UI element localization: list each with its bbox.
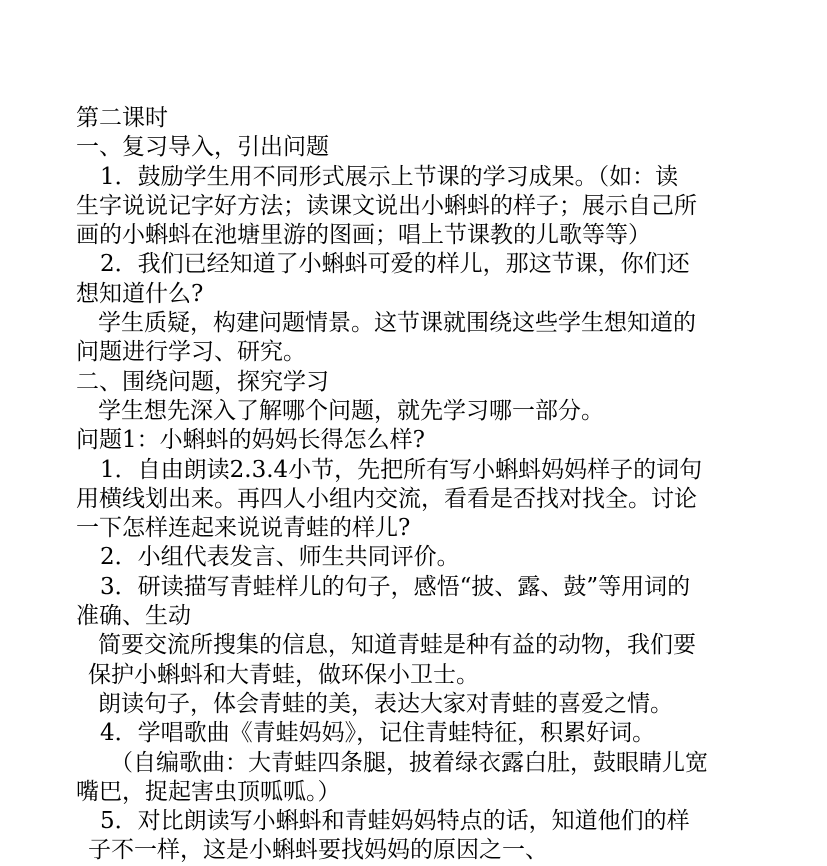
paragraph-line: 3．研读描写青蛙样儿的句子，感悟“披、露、鼓”等用词的 [100,573,691,600]
paragraph-line: 学生质疑，构建问题情景。这节课就围绕这些学生想知道的 [98,310,696,337]
paragraph-line: 子不一样，这是小蝌蚪要找妈妈的原因之一、 [88,837,548,864]
paragraph-line: 准确、生动 [76,603,191,630]
paragraph-line: 想知道什么? [76,280,204,307]
paragraph-line: 简要交流所搜集的信息，知道青蛙是种有益的动物，我们要 [98,632,696,659]
paragraph-line: 嘴巴，捉起害虫顶呱呱。） [76,778,341,805]
paragraph-line: 1．鼓励学生用不同形式展示上节课的学习成果。（如：读 [100,163,679,190]
paragraph-line: 保护小蝌蚪和大青蛙，做环保小卫士。 [88,661,479,688]
paragraph-line: 问题进行学习、研究。 [76,339,306,366]
paragraph-line: 5．对比朗读写小蝌蚪和青蛙妈妈特点的话，知道他们的样 [100,808,690,835]
paragraph-line: 一下怎样连起来说说青蛙的样儿? [76,515,411,542]
paragraph-line: 朗读句子，体会青蛙的美，表达大家对青蛙的喜爱之情。 [98,690,673,717]
document-page [76,104,756,866]
section-heading-1: 一、复习导入，引出问题 [76,134,329,161]
section-heading-2: 二、围绕问题，探究学习 [76,368,329,395]
paragraph-line: 画的小蝌蚪在池塘里游的图画；唱上节课教的儿歌等等） [76,222,651,249]
paragraph-line: 学生想先深入了解哪个问题，就先学习哪一部分。 [98,397,604,424]
paragraph-line: （自编歌曲：大青蛙四条腿，披着绿衣露白肚，鼓眼睛儿宽 [110,749,708,776]
paragraph-line: 用横线划出来。再四人小组内交流，看看是否找对找全。讨论 [76,485,697,512]
paragraph-line: 1．自由朗读2.3.4小节，先把所有写小蝌蚪妈妈样子的词句 [100,456,703,483]
paragraph-line: 生字说说记字好方法；读课文说出小蝌蚪的样子；展示自己所 [76,192,697,219]
question-heading: 问题1：小蝌蚪的妈妈长得怎么样? [76,427,425,454]
paragraph-line: 2．我们已经知道了小蝌蚪可爱的样儿，那这节课，你们还 [100,251,690,278]
paragraph-line: 2．小组代表发言、师生共同评价。 [100,544,460,571]
paragraph-line: 4．学唱歌曲《青蛙妈妈》，记住青蛙特征，积累好词。 [100,720,656,747]
lesson-title: 第二课时 [76,105,168,131]
